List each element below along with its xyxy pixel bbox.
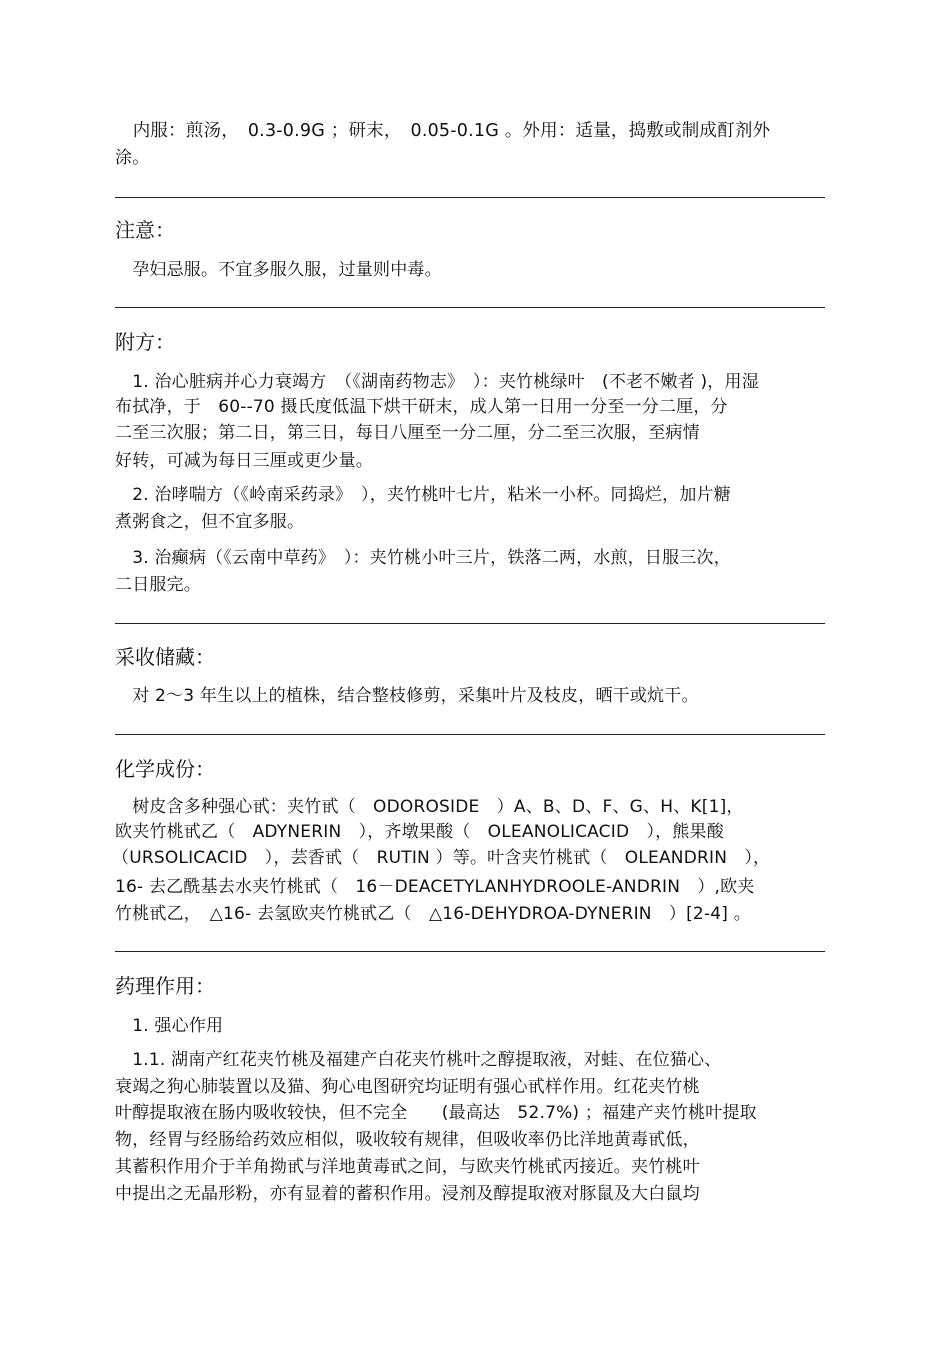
chemistry-line: 16- 去乙酰基去水夹竹桃甙（ 16－DEACETYLANHYDROOLE-ANDRIN ）,欧夹	[115, 877, 755, 897]
prescription-line: 煮粥食之，但不宜多服。	[115, 512, 305, 532]
pharmacology-line: 其蓄积作用介于羊角拗甙与洋地黄毒甙之间，与欧夹竹桃甙丙接近。夹竹桃叶	[115, 1157, 700, 1177]
pharmacology-line: 物，经胃与经肠给药效应相似，吸收较有规律，但吸收率仍比洋地黄毒甙低，	[115, 1130, 700, 1150]
usage-line: 内服：煎汤， 0.3-0.9G ；研末， 0.05-0.1G 。外用：适量，捣敷或制成酊剂外	[115, 121, 771, 141]
prescription-line: 布拭净，于 60--70 摄氏度低温下烘干研末，成人第一日用一分至一分二厘，分	[115, 397, 728, 417]
section-heading-prescriptions: 附方：	[115, 330, 175, 354]
pharmacology-line: 1.1. 湖南产红花夹竹桃及福建产白花夹竹桃叶之醇提取液，对蛙、在位猫心、	[115, 1050, 722, 1070]
section-heading-chemistry: 化学成份：	[115, 757, 215, 781]
prescription-line: 1. 治心脏病并心力衰竭方 （《湖南药物志》 ）：夹竹桃绿叶 (不老不嫩者 )，用湿	[115, 372, 759, 392]
harvest-line: 对 2～3 年生以上的植株，结合整枝修剪，采集叶片及枝皮，晒干或炕干。	[115, 686, 699, 706]
prescription-line: 好转，可减为每日三厘或更少量。	[115, 451, 373, 471]
chemistry-line: 树皮含多种强心甙：夹竹甙（ ODOROSIDE ）A、B、D、F、G、H、K[1]，	[115, 797, 744, 817]
prescription-line: 二至三次服；第二日，第三日，每日八厘至一分二厘，分二至三次服，至病情	[115, 423, 700, 443]
section-divider	[115, 951, 825, 952]
pharmacology-line: 衰竭之狗心肺装置以及猫、狗心电图研究均证明有强心甙样作用。红花夹竹桃	[115, 1077, 700, 1097]
pharmacology-line: 叶醇提取液在肠内吸收较快，但不完全 (最高达 52.7%) ；福建产夹竹桃叶提取	[115, 1103, 757, 1123]
chemistry-line: 竹桃甙乙， △16- 去氢欧夹竹桃甙乙（ △16-DEHYDROA-DYNERIN ）[2-4] 。	[115, 904, 751, 924]
section-heading-pharmacology: 药理作用：	[115, 974, 215, 998]
prescription-line: 二日服完。	[115, 575, 201, 595]
prescription-line: 3. 治癫病（《云南中草药》 ）：夹竹桃小叶三片，铁落二两，水煎，日服三次，	[115, 548, 731, 568]
caution-line: 孕妇忌服。不宜多服久服，过量则中毒。	[115, 260, 442, 280]
section-divider	[115, 734, 825, 735]
chemistry-line: （URSOLICACID ），芸香甙（ RUTIN ）等。叶含夹竹桃甙（ OLEANDRIN ），	[112, 848, 771, 868]
prescription-line: 2. 治哮喘方（《岭南采药录》 ），夹竹桃叶七片，粘米一小杯。同捣烂，加片糖	[115, 485, 731, 505]
section-divider	[115, 307, 825, 308]
chemistry-line: 欧夹竹桃甙乙（ ADYNERIN ），齐墩果酸（ OLEANOLICACID ），熊果酸	[115, 822, 724, 842]
section-heading-caution: 注意：	[115, 218, 175, 242]
pharmacology-line: 1. 强心作用	[115, 1016, 224, 1036]
section-divider	[115, 623, 825, 624]
usage-line: 涂。	[115, 148, 150, 168]
section-heading-harvest: 采收储藏：	[115, 645, 215, 669]
section-divider	[115, 197, 825, 198]
pharmacology-line: 中提出之无晶形粉，亦有显着的蓄积作用。浸剂及醇提取液对豚鼠及大白鼠均	[115, 1184, 700, 1204]
